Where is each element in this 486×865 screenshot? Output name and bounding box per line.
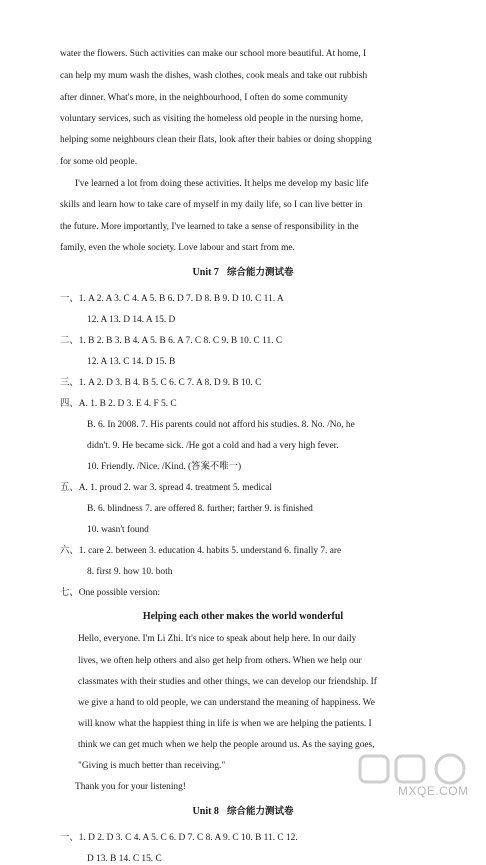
answer-line-14: 8. first 9. how 10. both [87, 567, 173, 577]
answer-line-11: B. 6. blindness 7. are offered 8. further; farther 9. is finished [87, 504, 313, 514]
answer-line-9: 10. Friendly. /Nice. /Kind. (答案不唯一) [87, 462, 242, 472]
essay-line-8: Thank you for your listening! [75, 782, 186, 792]
passage1-line-5: helping some neighbours clean their flats, look after their babies or doing shopping [60, 135, 372, 145]
watermark-text: MXQE.COM [398, 784, 469, 798]
unit8-title: 综合能力测试卷 [226, 806, 294, 817]
unit8-answer-line-2: D 13. B 14. C 15. C [87, 854, 162, 864]
essay-line-5: will know what the happiest thing in life is when we are helping the patients. I [78, 719, 372, 729]
unit8-answer-line-1: 一、1. D 2. D 3. C 4. A 5. C 6. D 7. C 8. A 9. C 10. B 11. C 12. [60, 833, 298, 843]
answer-line-5: 三、1. A 2. D 3. B 4. B 5. C 6. C 7. A 8. D 9. B 10. C [60, 378, 262, 388]
unit7-label: Unit 7 [192, 267, 219, 278]
answer-line-12: 10. wasn't found [87, 525, 149, 535]
answer-line-8: didn't. 9. He became sick. /He got a cold and had a very high fever. [87, 441, 339, 451]
passage1-line-3: after dinner. What's more, in the neighbourhood, I often do some community [60, 93, 348, 103]
unit8-heading [0, 806, 486, 818]
answer-line-4: 12. A 13. C 14. D 15. B [87, 357, 176, 367]
essay-line-7: "Giving is much better than receiving." [78, 761, 226, 771]
passage2-line-4: family, even the whole society. Love labour and start from me. [60, 243, 295, 253]
answer-line-10: 五、A. 1. proud 2. war 3. spread 4. treatment 5. medical [60, 483, 272, 493]
passage1-line-1: water the flowers. Such activities can make our school more beautiful. At home, I [60, 49, 367, 59]
unit8-label: Unit 8 [192, 806, 219, 817]
answer-line-6: 四、A. 1. B 2. D 3. E 4. F 5. C [60, 399, 177, 409]
answer-line-2: 12. A 13. D 14. A 15. D [87, 315, 176, 325]
answer-line-3: 二、1. B 2. B 3. B 4. A 5. B 6. A 7. C 8. C 9. B 10. C 11. C [60, 336, 283, 346]
answer-line-13: 六、1. care 2. between 3. education 4. habits 5. understand 6. finally 7. are [60, 546, 342, 556]
passage1-line-6: for some old people. [60, 157, 138, 167]
passage2-line-3: the future. More importantly, I've learned to take a sense of responsibility in the [60, 222, 359, 232]
answer-line-1: 一、1. A 2. A 3. C 4. A 5. B 6. D 7. D 8. B 9. D 10. C 11. A [60, 294, 284, 304]
unit7-heading [0, 267, 486, 279]
passage2-line-1: I've learned a lot from doing these activities. It helps me develop my basic life [75, 179, 369, 189]
answer-line-15: 七、One possible version: [60, 588, 160, 598]
essay-line-2: lives, we often help others and also get help from others. When we help our [78, 656, 362, 666]
essay-line-3: classmates with their studies and other things, we can develop our friendship. If [78, 677, 377, 687]
essay-line-4: we give a hand to old people, we can understand the meaning of happiness. We [78, 698, 375, 708]
passage2-line-2: skills and learn how to take care of myself in my daily life, so I can live better in [60, 200, 363, 210]
passage1-line-4: voluntary services, such as visiting the homeless old people in the nursing home, [60, 114, 364, 124]
essay-line-1: Hello, everyone. I'm Li Zhi. It's nice to speak about help here. In our daily [78, 634, 357, 644]
essay-title: Helping each other makes the world wonderful [142, 611, 344, 622]
answer-line-7: B. 6. In 2008. 7. His parents could not afford his studies. 8. No. /No, he [87, 420, 355, 430]
passage1-line-2: can help my mum wash the dishes, wash clothes, cook meals and take out rubbish [60, 71, 368, 81]
unit7-title: 综合能力测试卷 [226, 267, 294, 278]
essay-line-6: think we can get much when we help the people around us. As the saying goes, [78, 740, 375, 750]
